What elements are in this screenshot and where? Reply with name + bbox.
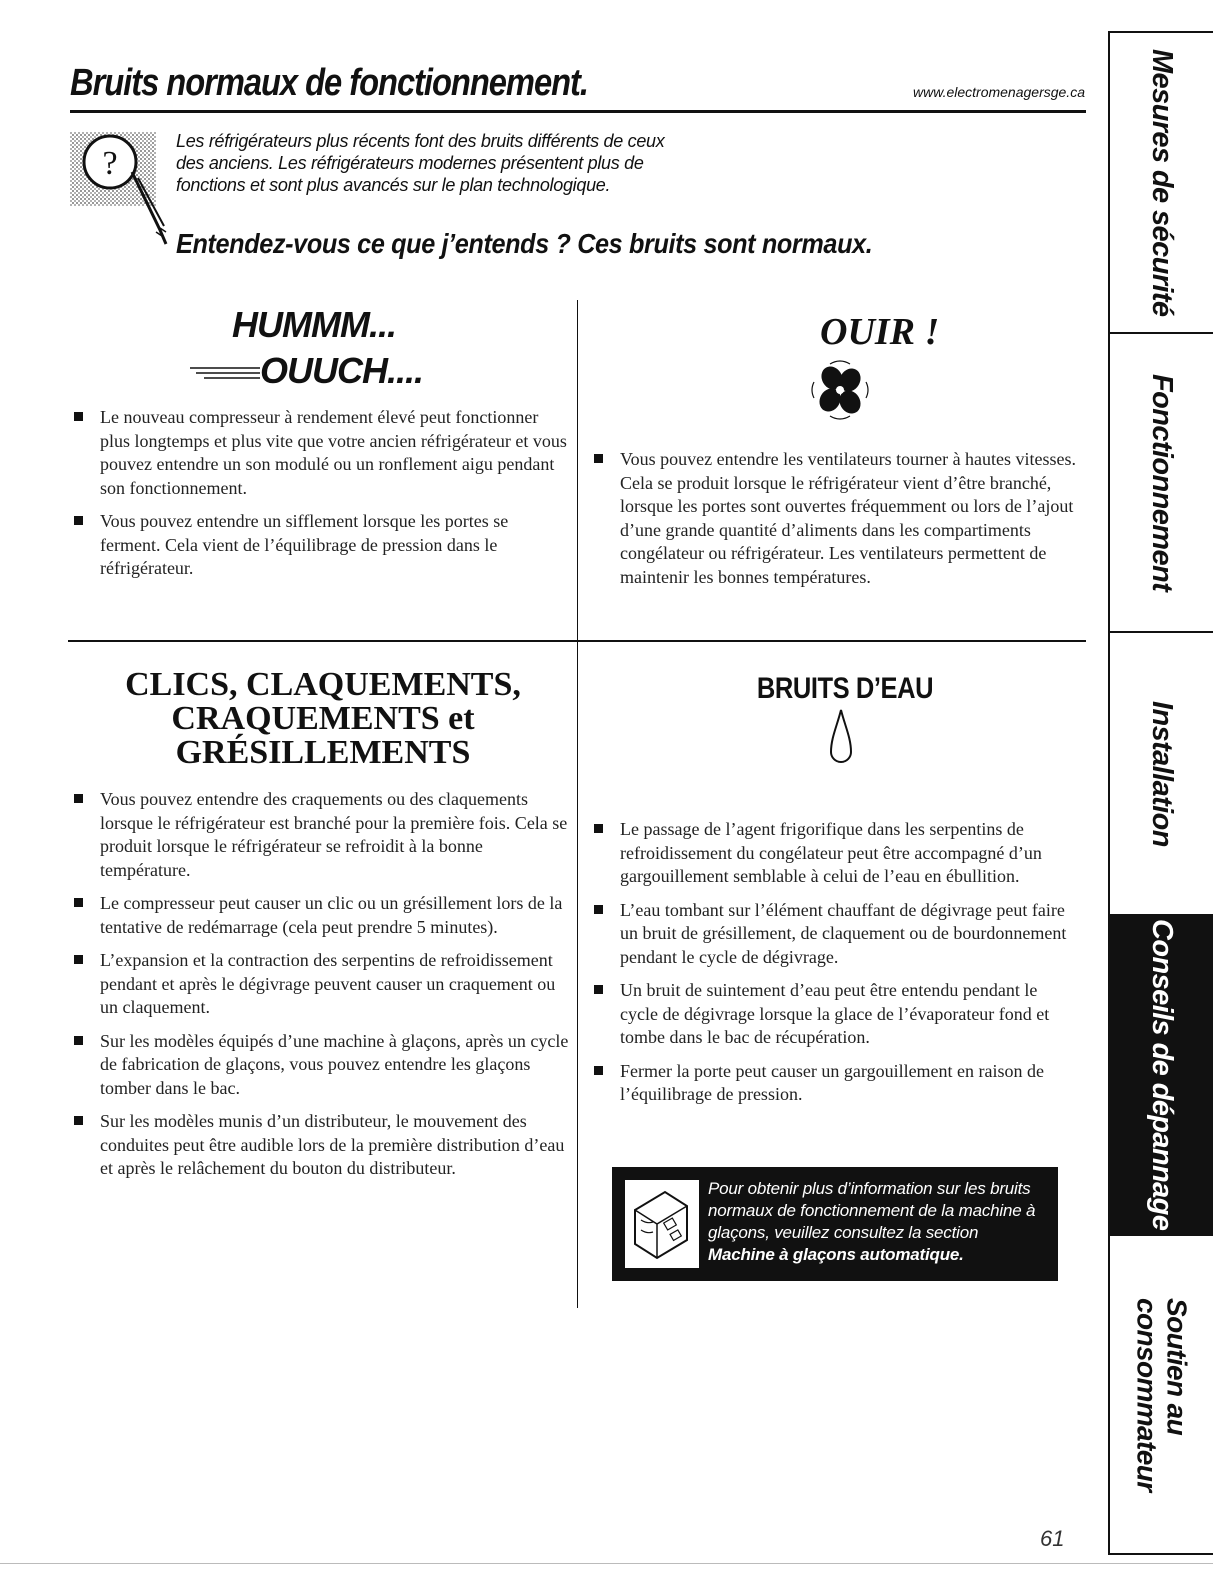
eau-list <box>588 818 1078 1117</box>
tab-installation[interactable] <box>1110 633 1213 916</box>
tab-label: Conseils de dépannage <box>1146 919 1178 1231</box>
list-item <box>588 1060 1078 1107</box>
info-text-body: Pour obtenir plus d’information sur les bruits normaux de fonctionnement de la machine à glaçons, veuillez consultez la section <box>708 1179 1036 1242</box>
tab-soutien-au-consommateur[interactable] <box>1110 1236 1213 1553</box>
clics-heading-line: CLICS, CLAQUEMENTS, <box>125 666 521 703</box>
list-item-text: Vous pouvez entendre les ventilateurs tourner à hautes vitesses. Cela se produit lorsque le réfrigérateur vient d’être branché, lorsque les portes sont ouvertes fréquemment ou lors de l’ajout d’une grande quantité d’aliments dans les compartiments congélateur ou réfrigérateur. Les ventilateurs permettent de maintenir les bonnes températures. <box>620 449 1077 587</box>
bullet-icon <box>74 955 83 964</box>
tab-fonctionnement[interactable] <box>1110 334 1213 633</box>
list-item-text: Le nouveau compresseur à rendement élevé peut fonctionner plus longtemps et plus vite que votre ancien réfrigérateur et vous pouvez entendre un son modulé ou un ronflement aigu pendant son fonctionnement. <box>100 407 567 498</box>
bullet-icon <box>74 898 83 907</box>
hummm-list <box>68 406 568 591</box>
intro-line: Les réfrigérateurs plus récents font des bruits différents de ceux <box>176 131 665 151</box>
intro-line: des anciens. Les réfrigérateurs modernes présentent plus de <box>176 153 644 173</box>
list-item <box>588 448 1078 589</box>
info-box <box>612 1167 1058 1281</box>
list-item <box>588 899 1078 970</box>
bullet-icon <box>74 794 83 803</box>
tab-label: Fonctionnement <box>1146 373 1178 592</box>
header-rule <box>70 110 1086 113</box>
bullet-icon <box>74 412 83 421</box>
list-item <box>68 788 574 882</box>
bottom-rule <box>0 1563 1213 1564</box>
list-item-text: Fermer la porte peut causer un gargouillement en raison de l’équilibrage de pression. <box>620 1060 1045 1104</box>
water-drop-icon <box>828 708 854 768</box>
question-mark-ear-icon <box>68 126 178 252</box>
tabs-border <box>1108 1553 1213 1555</box>
tab-mesures-de-securite[interactable] <box>1110 33 1213 334</box>
intro-line: fonctions et sont plus avancés sur le plan technologique. <box>176 175 611 195</box>
tab-conseils-de-depannage[interactable] <box>1110 916 1213 1236</box>
list-item <box>68 406 568 500</box>
clics-list <box>68 788 574 1191</box>
website-link[interactable]: www.electromenagersge.ca <box>913 84 1085 100</box>
list-item-text: L’expansion et la contraction des serpentins de refroidissement pendant et après le dégivrage peuvent causer un craquement ou un claquement. <box>100 950 556 1017</box>
list-item-text: Un bruit de suintement d’eau peut être entendu pendant le cycle de dégivrage lorsque la glace de l’évaporateur fond et tombe dans le bac de récupération. <box>620 980 1050 1047</box>
list-item-text: Vous pouvez entendre des craquements ou des claquements lorsque le réfrigérateur est branché pour la première fois. Cela se produit lorsque le réfrigérateur se refroidit à la bonne température. <box>100 789 568 880</box>
svg-text:?: ? <box>102 145 118 182</box>
info-text <box>708 1178 1048 1266</box>
bullet-icon <box>594 824 603 833</box>
bullet-icon <box>594 985 603 994</box>
subtitle: Entendez-vous ce que j’entends ? Ces bruits sont normaux. <box>176 228 873 259</box>
list-item-text: Le passage de l’agent frigorifique dans les serpentins de refroidissement du congélateur peut être accompagné d’un gargouillement semblable à celui de l’eau en ébullition. <box>620 819 1042 886</box>
ouir-list <box>588 448 1078 599</box>
clics-heading-line: GRÉSILLEMENTS <box>175 734 471 771</box>
info-icon-frame <box>625 1180 699 1268</box>
row-divider <box>68 640 1086 642</box>
bullet-icon <box>594 905 603 914</box>
list-item <box>68 510 568 581</box>
info-text-link[interactable]: Machine à glaçons automatique. <box>708 1245 964 1264</box>
list-item-text: Sur les modèles équipés d’une machine à glaçons, après un cycle de fabrication de glaçons, vous pouvez entendre les glaçons tomber dans le bac. <box>100 1030 569 1098</box>
clics-heading-line: CRAQUEMENTS et <box>171 700 475 737</box>
fan-icon <box>810 360 870 420</box>
bullet-icon <box>74 516 83 525</box>
bullet-icon <box>594 454 603 463</box>
list-item-text: Vous pouvez entendre un sifflement lorsque les portes se ferment. Cela vient de l’équilibrage de pression dans le réfrigérateur. <box>100 511 509 578</box>
ice-maker-icon <box>625 1180 699 1268</box>
list-item <box>68 949 574 1020</box>
bullet-icon <box>74 1116 83 1125</box>
column-divider <box>577 300 578 1308</box>
list-item <box>68 1030 574 1101</box>
ouir-heading: OUIR ! <box>820 311 940 353</box>
list-item <box>588 818 1078 889</box>
page-title: Bruits normaux de fonctionnement. <box>70 62 588 104</box>
page-number: 61 <box>1040 1526 1065 1551</box>
list-item-text: Le compresseur peut causer un clic ou un grésillement lors de la tentative de redémarrage (cela peut prendre 5 minutes). <box>100 893 563 937</box>
list-item <box>588 979 1078 1050</box>
list-item-text: L’eau tombant sur l’élément chauffant de dégivrage peut faire un bruit de grésillement, de claquement ou de bourdonnement pendant le cycle de dégivrage. <box>620 899 1067 967</box>
speed-lines-icon <box>190 365 260 379</box>
bullet-icon <box>74 1036 83 1045</box>
hummm-heading: HUMMM... <box>232 304 396 345</box>
bullet-icon <box>594 1066 603 1075</box>
list-item-text: Sur les modèles munis d’un distributeur, le mouvement des conduites peut être audible lors de la première distribution d’eau et après le relâchement du bouton du distributeur. <box>100 1111 565 1178</box>
intro-text <box>176 130 736 196</box>
tab-label: Installation <box>1146 700 1178 847</box>
list-item <box>68 892 574 939</box>
eau-heading: BRUITS D’EAU <box>756 672 934 705</box>
ouuch-heading: OUUCH.... <box>260 350 424 391</box>
list-item <box>68 1110 574 1181</box>
clics-heading <box>68 668 578 770</box>
tab-label: Mesures de sécurité <box>1146 48 1178 317</box>
tab-label: Soutien au consommateur <box>1131 1297 1193 1492</box>
